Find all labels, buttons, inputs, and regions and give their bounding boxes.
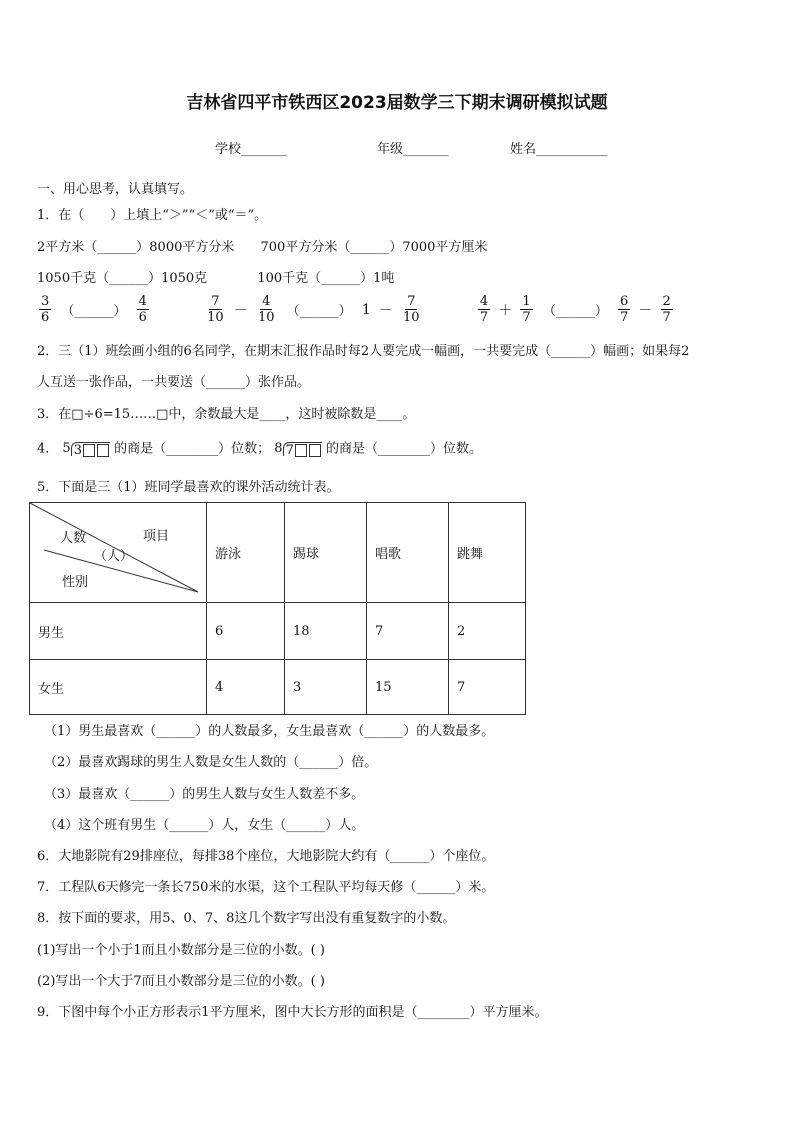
answer-blank[interactable]: （______）: [286, 304, 352, 319]
column-header: 跳舞: [449, 503, 526, 603]
long-division-1: 5 3: [62, 441, 110, 457]
name-field[interactable]: 姓名___________: [510, 142, 608, 157]
q1-row1: [37, 240, 487, 256]
table-cell: 15: [367, 660, 449, 715]
q1-stem: 1．在（ ）上填上“＞”“＜”或“＝”。: [37, 208, 268, 223]
fraction: $\frac{4}{6}$: [138, 294, 147, 325]
q5-sub1: （1）男生最喜欢（______）的人数最多，女生最喜欢（______）的人数最多。: [44, 724, 495, 739]
table-cell: 2: [449, 603, 526, 660]
q1-fraction-row: [37, 294, 675, 325]
fraction: $\frac{3}{6}$: [41, 294, 50, 325]
minus-sign: －: [233, 302, 248, 319]
q1-row2b: 100千克（______）1吨: [257, 271, 395, 286]
q2-line1: 2．三（1）班绘画小组的6名同学，在期末汇报作品时每2人要完成一幅画，一共要完成（______）幅画；如果每2: [37, 344, 690, 359]
q1-row1a: 2平方米（______）8000平方分米: [37, 240, 235, 255]
header-xingbie: 性别: [62, 575, 89, 590]
column-header: 唱歌: [367, 503, 449, 603]
q6: 6．大地影院有29排座位，每排38个座位，大地影院大约有（______）个座位。: [37, 849, 495, 864]
minus-sign: －: [378, 302, 393, 319]
q9: 9．下图中每个小正方形表示1平方厘米，图中大长方形的面积是（________）平方厘米。: [37, 1005, 548, 1020]
row-label: 女生: [30, 660, 207, 715]
q5-sub3: （3）最喜欢（______）的男生人数与女生人数差不多。: [44, 787, 365, 802]
plus-sign: ＋: [498, 302, 513, 319]
q2-line2: 人互送一张作品，一共要送（______）张作品。: [37, 375, 311, 390]
table-cell: 7: [367, 603, 449, 660]
fraction: $\frac{1}{7}$: [522, 294, 531, 325]
row-label: 男生: [30, 603, 207, 660]
column-header: 游泳: [207, 503, 285, 603]
fraction: $\frac{7}{10}$: [403, 294, 420, 325]
section-heading: 一、用心思考，认真填写。: [37, 182, 194, 197]
diagonal-header-cell: [30, 503, 207, 603]
q1-row1b: 700平方分米（______）7000平方厘米: [260, 240, 488, 255]
grade-field[interactable]: 年级_______: [377, 142, 449, 157]
header-ren: （人）: [94, 549, 134, 564]
q5-sub4: （4）这个班有男生（______）人，女生（______）人。: [44, 818, 365, 833]
q4: 4． 5 3 的商是（________）位数； 8 7 的商是（________）位数。: [37, 441, 482, 458]
fraction: $\frac{7}{10}$: [207, 294, 224, 325]
minus-sign: －: [638, 302, 653, 319]
header-renshu: 人数: [60, 531, 87, 546]
q7: 7．工程队6天修完一条长750米的水渠，这个工程队平均每天修（______）米。: [37, 880, 495, 895]
fraction: $\frac{4}{10}$: [257, 294, 275, 325]
table-cell: 6: [207, 603, 285, 660]
q8-sub2: (2)写出一个大于7而且小数部分是三位的小数。( ): [37, 974, 325, 989]
q3: 3．在□÷6=15……□中，余数最大是____，这时被除数是____。: [37, 407, 416, 422]
whole-number: 1: [361, 301, 371, 318]
table-cell: 7: [449, 660, 526, 715]
answer-blank[interactable]: （______）: [61, 304, 127, 319]
exam-title: 吉林省四平市铁西区2023届数学三下期末调研模拟试题: [186, 93, 608, 113]
table-cell: 4: [207, 660, 285, 715]
table-cell: 18: [285, 603, 367, 660]
table-cell: 3: [285, 660, 367, 715]
q1-row2: [37, 271, 394, 287]
column-header: 踢球: [285, 503, 367, 603]
fraction: $\frac{6}{7}$: [619, 294, 629, 325]
activity-stats-table: [29, 502, 526, 715]
header-xiangmu: 项目: [143, 529, 170, 544]
q5-sub2: （2）最喜欢踢球的男生人数是女生人数的（______）倍。: [44, 755, 378, 770]
digit-box: [309, 444, 321, 457]
fraction: $\frac{2}{7}$: [662, 294, 671, 325]
digit-box: [295, 444, 307, 457]
q8-sub1: (1)写出一个小于1而且小数部分是三位的小数。( ): [37, 943, 325, 958]
digit-box: [97, 444, 109, 457]
q5-stem: 5．下面是三（1）班同学最喜欢的课外活动统计表。: [37, 480, 340, 495]
long-division-2: 8 7: [274, 441, 322, 457]
q1-row2a: 1050千克（______）1050克: [37, 271, 208, 286]
q8-stem: 8．按下面的要求，用5、0、7、8这几个数字写出没有重复数字的小数。: [37, 911, 456, 926]
digit-box: [83, 444, 95, 457]
fraction: $\frac{4}{7}$: [479, 294, 489, 325]
school-field[interactable]: 学校_______: [215, 142, 287, 157]
answer-blank[interactable]: （______）: [542, 304, 608, 319]
